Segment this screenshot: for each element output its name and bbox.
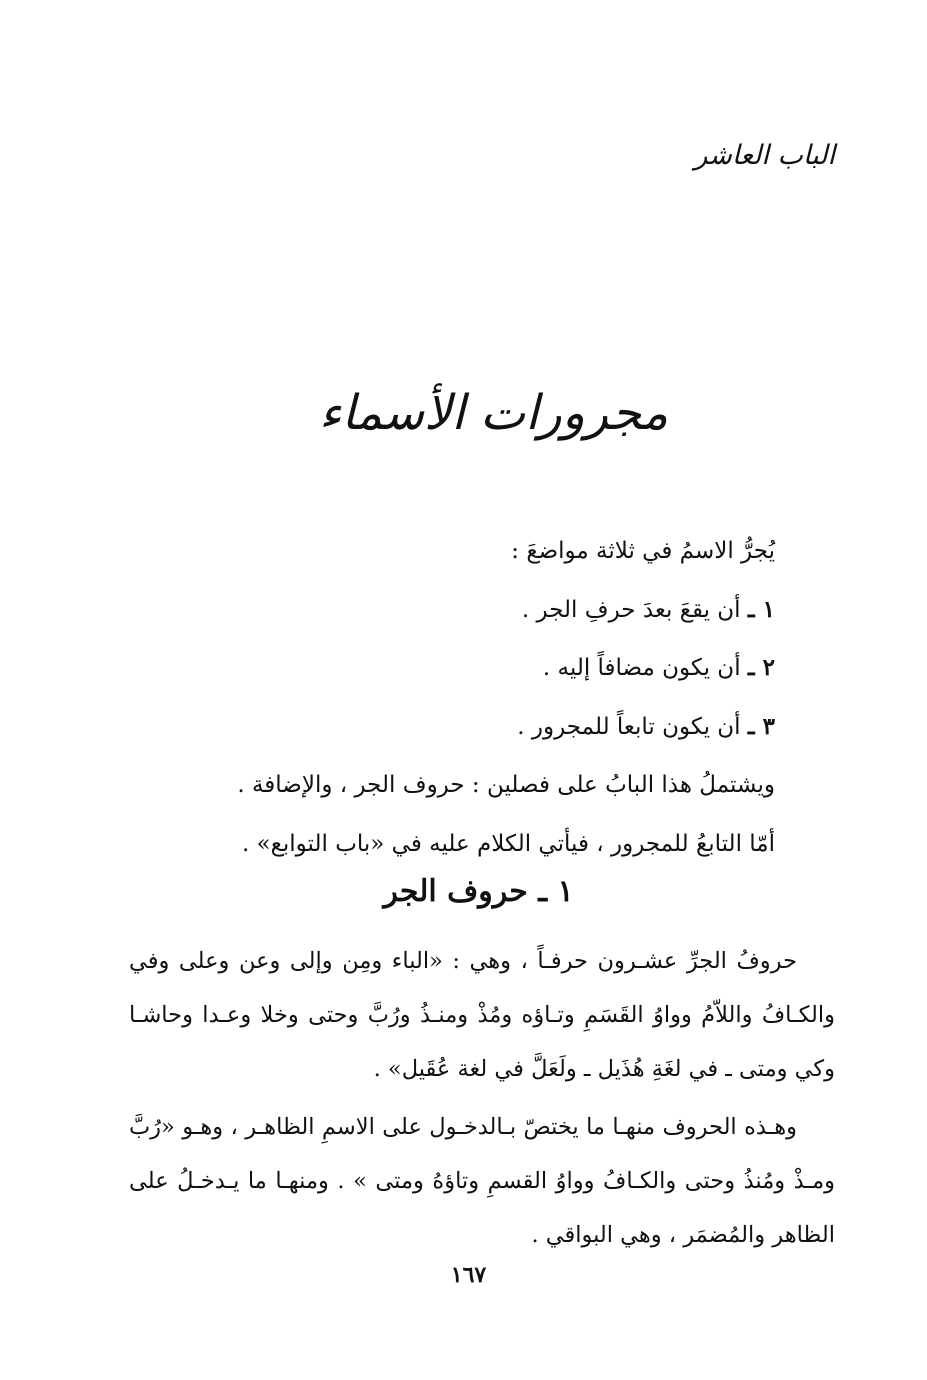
- paragraph-prepositions-list: [129, 934, 835, 1096]
- item-text: أن يكون مضافاً إليه .: [542, 655, 741, 681]
- paragraph-text: وهـذه الحروف منهـا ما يختصّ بـالدخـول على الاسمِ الظاهـر ، وهـو «رُبَّ ومـذْ ومُنذُ وحتى والكـافُ وواوُ القسمِ وتاؤهُ ومتى » . ومنهـا ما يـدخـلُ على الظاهر والمُضمَر ، وهي البواقي .: [129, 1114, 835, 1248]
- item-text: أن يكون تابعاً للمجرور .: [517, 713, 741, 740]
- item-number: ١ ـ: [747, 595, 775, 623]
- list-item: [135, 698, 775, 757]
- item-number: ٢ ـ: [747, 654, 775, 681]
- followers-sentence: أمّا التابعُ للمجرور ، فيأتي الكلام عليه في «باب التوابع» .: [241, 830, 775, 857]
- list-item: [135, 581, 775, 640]
- item-number: ٣ ـ: [747, 712, 775, 740]
- item-text: أن يقعَ بعدَ حرفِ الجر .: [521, 596, 741, 623]
- intro-lead: يُجرُّ الاسمُ في ثلاثة مواضعَ :: [511, 538, 775, 564]
- paragraph-text: حروفُ الجرِّ عشـرون حرفـاً ، وهي : «الباء ومِن وإلى وعن وعلى وفي والكـافُ واللاّمُ وواوُ القَسَمِ وتـاؤه ومُذْ ومنـذُ ورُبَّ وحتى وخلا وعـدا وحاشـا وكي ومتى ـ في لغَةِ هُذَيل ـ ولَعَلَّ في لغة عُقَيل» .: [129, 948, 835, 1082]
- chapter-label: الباب العاشر: [694, 140, 835, 171]
- intro-block: [135, 522, 775, 873]
- page-number: ١٦٧: [450, 1262, 487, 1288]
- list-item: [135, 639, 775, 698]
- section-heading: ١ ـ حروف الجر: [383, 874, 574, 909]
- paragraph-prepositions-usage: [129, 1100, 835, 1262]
- scope-sentence: ويشتملُ هذا البابُ على فصلين : حروف الجر ، والإضافة .: [237, 772, 775, 798]
- page-title: مجرورات الأسماء: [318, 385, 669, 441]
